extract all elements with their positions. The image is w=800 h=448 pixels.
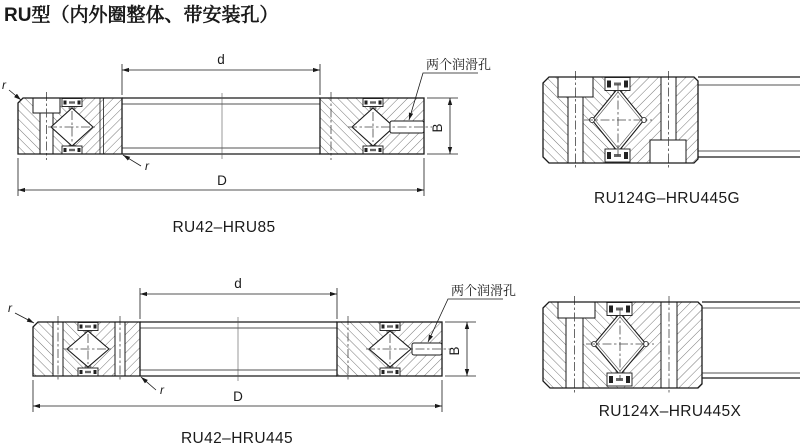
dimension-B: [445, 322, 476, 376]
dimension-B: [427, 98, 458, 154]
dim-r-label: r: [145, 159, 149, 173]
dimension-d: [122, 52, 320, 95]
part-label: RU42–HRU445: [180, 430, 294, 447]
seal: [62, 146, 82, 154]
counterbore-hole: [650, 140, 686, 163]
dim-r-label: r: [8, 301, 12, 315]
dim-d-label: d: [217, 52, 225, 67]
seal: [62, 99, 82, 107]
part-label: RU124X–HRU445X: [598, 403, 742, 420]
seal: [78, 323, 98, 331]
lube-note: 两个润滑孔: [426, 57, 492, 72]
dim-D-label: D: [233, 389, 243, 404]
page-title: RU型（内外圈整体、带安装孔）: [4, 5, 279, 26]
seal: [605, 149, 630, 162]
dimension-D: [18, 158, 424, 196]
seal: [363, 99, 383, 107]
drawing-ru42-hru85: [2, 52, 491, 236]
seal: [380, 323, 400, 331]
seal: [607, 373, 632, 386]
fillet-r-callout-bottom: [123, 155, 150, 173]
dim-r-label: r: [2, 78, 6, 92]
fillet-r-callout-top: [2, 78, 21, 100]
counterbore-hole: [558, 302, 595, 318]
bearing-left-section: [33, 316, 140, 382]
dim-D-label: D: [217, 173, 227, 188]
part-label: RU42–HRU85: [172, 219, 276, 236]
dimension-D: [33, 380, 442, 412]
fillet-r-callout-bottom: [141, 377, 165, 397]
bearing-right-section: [320, 92, 432, 160]
drawing-ru124g-hru445g: [543, 71, 800, 207]
bearing-right-section: [337, 316, 450, 382]
dim-B-label: B: [430, 123, 445, 133]
drawing-ru124x-hru445x: [543, 296, 800, 420]
seal: [78, 368, 98, 376]
fillet-r-callout-top: [8, 301, 34, 323]
seal: [607, 303, 632, 316]
dim-B-label: B: [447, 346, 462, 356]
seal: [380, 368, 400, 376]
ring-band: [122, 93, 320, 159]
ring-band: [698, 77, 800, 157]
ring-band: [702, 302, 800, 378]
drawing-ru42-hru445: [8, 276, 516, 447]
dimension-d: [140, 276, 337, 319]
seal: [363, 146, 383, 154]
bearing-section: [543, 71, 698, 169]
bearing-left-section: [18, 92, 122, 160]
part-label: RU124G–HRU445G: [593, 190, 741, 207]
ring-band: [140, 317, 337, 381]
lube-note: 两个润滑孔: [451, 283, 517, 298]
bearing-section: [543, 296, 702, 394]
seal: [605, 78, 630, 91]
dim-r-label: r: [160, 383, 164, 397]
dim-d-label: d: [234, 276, 242, 291]
